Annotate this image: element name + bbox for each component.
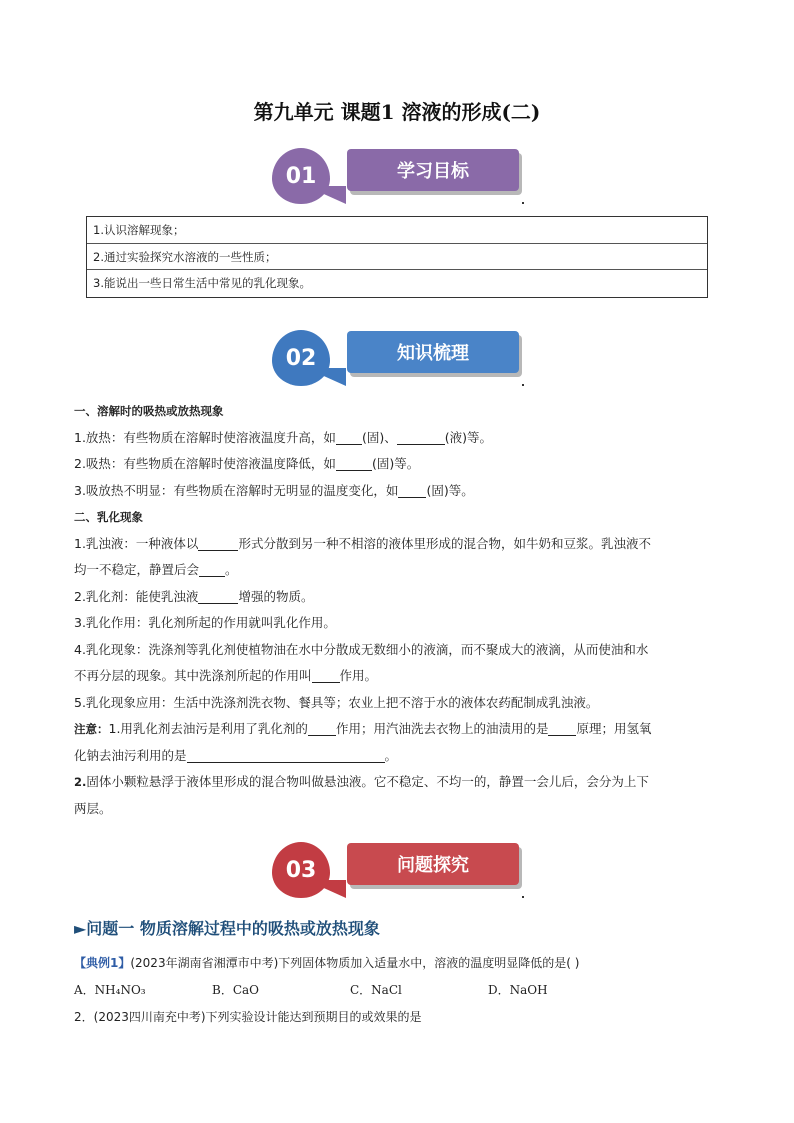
text: (固)等。 [426,482,474,498]
text: 不再分层的现象。其中洗涤剂所起的作用叫 [74,668,312,683]
fill-blank[interactable] [397,429,445,445]
section-number-badge: 03 [272,842,330,898]
paragraph-line [74,584,724,611]
fill-blank[interactable] [187,747,385,763]
section-number-badge: 02 [272,330,330,386]
paragraph-line: 5.乳化现象应用：生活中洗涤剂洗衣物、餐具等；农业上把不溶于水的液体农药配制成乳浊液。 [74,694,599,710]
fill-blank[interactable] [398,482,426,498]
subheading: 一、溶解时的吸热或放热现象 [74,404,224,418]
fill-blank[interactable] [198,588,238,604]
knowledge-content [74,398,724,822]
example-tag: 【典例1】 [74,956,131,970]
paragraph-line: 两层。 [74,800,112,816]
question-1 [74,950,734,976]
paragraph-line [74,769,724,796]
goal-item: 2.通过实验探究水溶液的一些性质； [87,243,707,269]
decorative-dot [522,202,524,204]
section-header-goals [272,148,524,204]
fill-blank[interactable] [308,720,336,736]
option-c[interactable]: C．NaCl [350,983,402,997]
fill-blank[interactable] [312,667,340,683]
text: 。 [225,562,238,577]
text: 1.放热：有些物质在溶解时使溶液温度升高，如 [74,429,336,445]
paragraph-line: 4.乳化现象：洗涤剂等乳化剂使植物油在水中分散成无数细小的液滴，而不聚成大的液滴，从而使油和水 [74,641,649,657]
text: 2.吸热：有些物质在溶解时使溶液温度降低，如 [74,456,336,471]
page-title: 第九单元 课题1 溶液的形成(二) [253,100,541,124]
answer-options [74,977,734,1003]
fill-blank[interactable] [336,455,372,471]
text: (固)、 [361,429,397,445]
text: 。 [384,747,398,763]
section-title-bar: 学习目标 [347,149,519,191]
text: (液)等。 [444,429,492,445]
text: 3.吸放热不明显：有些物质在溶解时无明显的温度变化，如 [74,482,399,498]
option-a[interactable]: A．NH₄NO₃ [74,983,146,997]
fill-blank[interactable] [198,535,238,551]
section-header-knowledge [272,330,524,386]
option-b[interactable]: B．CaO [212,983,259,997]
text: 化钠去油污利用的是 [74,747,187,763]
section-header-problems [272,842,524,898]
text: 1.用乳化剂去油污是利用了乳化剂的 [108,721,308,736]
paragraph-line [74,451,724,478]
text: 增强的物质。 [238,588,314,604]
option-d[interactable]: D．NaOH [488,983,548,997]
text: 1.乳浊液：一种液体以 [74,535,199,551]
paragraph-line [74,557,724,584]
goal-item: 1.认识溶解现象； [93,223,185,237]
text: 2. [74,775,87,789]
section-number-badge: 01 [272,148,330,204]
learning-goals-box [86,216,708,298]
decorative-dot [522,896,524,898]
paragraph-line: 3.乳化作用：乳化剂所起的作用就叫乳化作用。 [74,615,336,630]
text: 固体小颗粒悬浮于液体里形成的混合物叫做悬浊液。它不稳定、不均一的，静置一会儿后，会分为上下 [86,774,649,789]
subheading: 二、乳化现象 [74,510,143,524]
question-text: (2023年湖南省湘潭市中考)下列固体物质加入适量水中，溶液的温度明显降低的是( ) [130,956,580,970]
section-title-bar: 问题探究 [347,843,519,885]
paragraph-line [74,743,724,770]
text: 形式分散到另一种不相溶的液体里形成的混合物，如牛奶和豆浆。乳浊液不 [238,535,651,551]
text: 2.乳化剂：能使乳浊液 [74,588,199,604]
decorative-dot [522,384,524,386]
section-title-bar: 知识梳理 [347,331,519,373]
text: (固)等。 [371,456,420,471]
fill-blank[interactable] [336,429,362,445]
text: 原理；用氢氧 [576,721,652,736]
paragraph-line [74,478,724,505]
paragraph-line [74,663,724,690]
text: 作用。 [339,668,378,683]
goal-item: 3.能说出一些日常生活中常见的乳化现象。 [87,269,707,295]
question-2: 2．(2023四川南充中考)下列实验设计能达到预期目的或效果的是 [74,1010,422,1024]
text: 均一不稳定，静置后会 [74,562,200,577]
problem-heading: ►问题一 物质溶解过程中的吸热或放热现象 [74,919,380,938]
paragraph-line [74,425,724,452]
fill-blank[interactable] [548,720,576,736]
fill-blank[interactable] [199,561,225,577]
note-label: 注意： [74,722,109,736]
paragraph-line [74,531,724,558]
text: 作用；用汽油洗去衣物上的油渍用的是 [335,721,549,736]
paragraph-line [74,716,724,743]
